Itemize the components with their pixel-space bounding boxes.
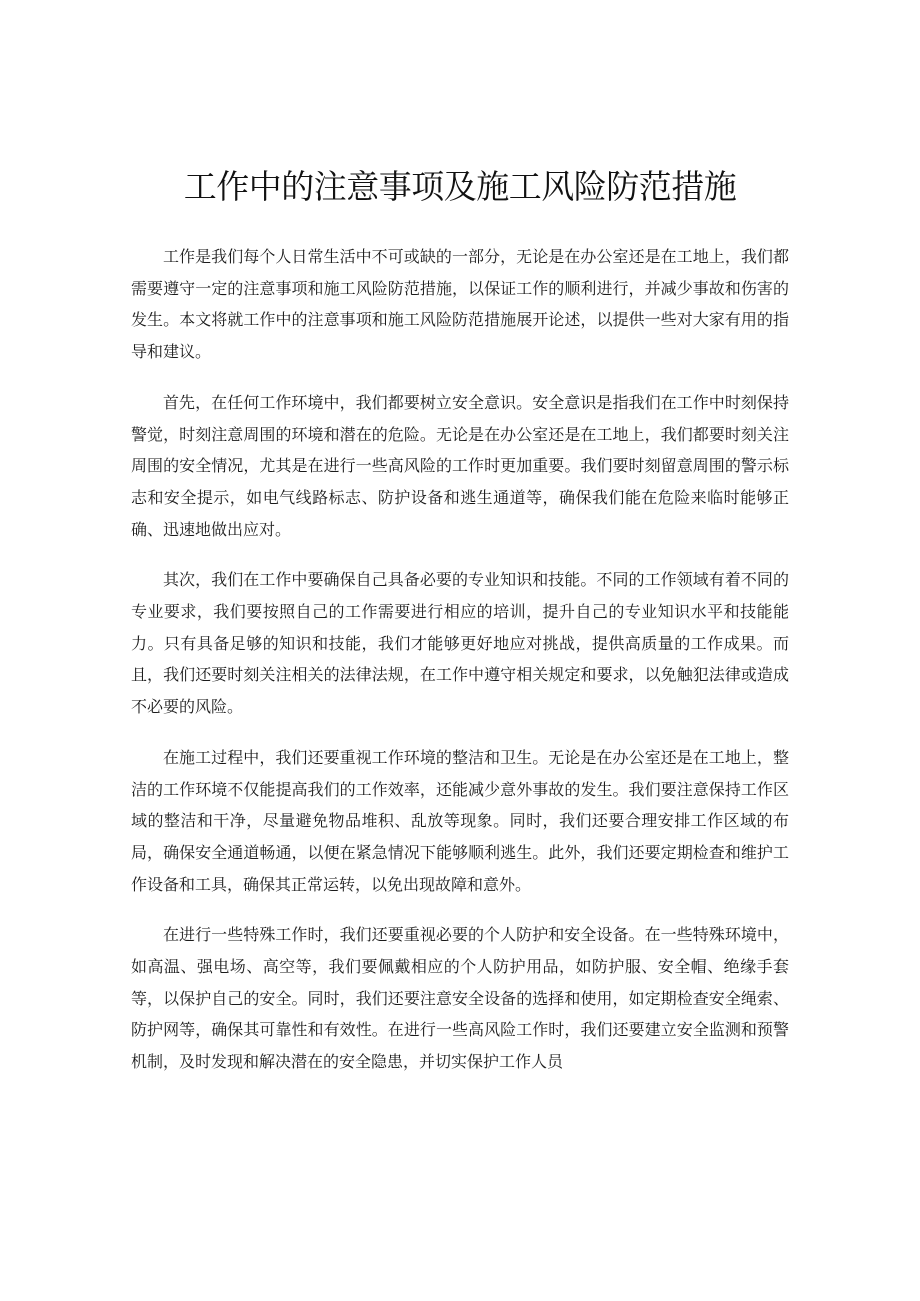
paragraph-personal-protection: 在进行一些特殊工作时，我们还要重视必要的个人防护和安全设备。在一些特殊环境中，如高温、强电场、高空等，我们要佩戴相应的个人防护用品，如防护服、安全帽、绝缘手套等，以保护自己的安全。同时，我们还要注意安全设备的选择和使用，如定期检查安全绳索、防护网等，确保其可靠性和有效性。在进行一些高风险工作时，我们还要建立安全监测和预警机制，及时发现和解决潜在的安全隐患，并切实保护工作人员 [131, 925, 789, 1072]
paragraph-intro: 工作是我们每个人日常生活中不可或缺的一部分，无论是在办公室还是在工地上，我们都需要遵守一定的注意事项和施工风险防范措施，以保证工作的顺利进行，并减少事故和伤害的发生。本文将就工作中的注意事项和施工风险防范措施展开论述，以提供一些对大家有用的指导和建议。 [131, 247, 789, 362]
document-body [131, 241, 789, 1097]
paragraph-work-environment: 在施工过程中，我们还要重视工作环境的整洁和卫生。无论是在办公室还是在工地上，整洁的工作环境不仅能提高我们的工作效率，还能减少意外事故的发生。我们要注意保持工作区域的整洁和干净，尽量避免物品堆积、乱放等现象。同时，我们还要合理安排工作区域的布局，确保安全通道畅通，以便在紧急情况下能够顺利逃生。此外，我们还要定期检查和维护工作设备和工具，确保其正常运转，以免出现故障和意外。 [131, 747, 789, 894]
paragraph-professional-skills: 其次，我们在工作中要确保自己具备必要的专业知识和技能。不同的工作领域有着不同的专业要求，我们要按照自己的工作需要进行相应的培训，提升自己的专业知识水平和技能能力。只有具备足够的知识和技能，我们才能够更好地应对挑战，提供高质量的工作成果。而且，我们还要时刻关注相关的法律法规，在工作中遵守相关规定和要求，以免触犯法律或造成不必要的风险。 [131, 570, 789, 717]
paragraph-safety-awareness: 首先，在任何工作环境中，我们都要树立安全意识。安全意识是指我们在工作中时刻保持警觉，时刻注意周围的环境和潜在的危险。无论是在办公室还是在工地上，我们都要时刻关注周围的安全情况，尤其是在进行一些高风险的工作时更加重要。我们要时刻留意周围的警示标志和安全提示，如电气线路标志、防护设备和逃生通道等，确保我们能在危险来临时能够正确、迅速地做出应对。 [131, 392, 789, 539]
document-title: 工作中的注意事项及施工风险防范措施 [183, 167, 737, 206]
